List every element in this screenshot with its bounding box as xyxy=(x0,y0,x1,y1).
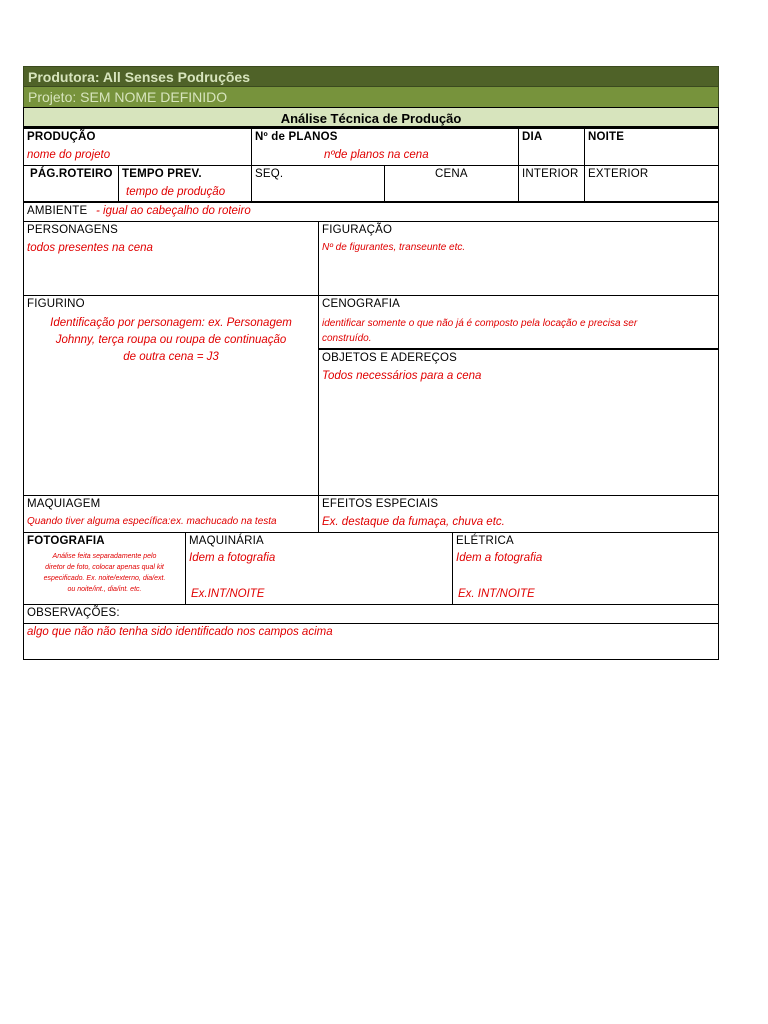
fotografia-value xyxy=(24,551,185,595)
pag-roteiro-label: PÁG.ROTEIRO xyxy=(30,168,113,180)
eletrica-cell[interactable] xyxy=(452,532,719,605)
fotografia-line-3: especificado. Ex. noite/externo, dia/ext. xyxy=(43,575,166,582)
maquiagem-label: MAQUIAGEM xyxy=(27,498,101,510)
efeitos-value: Ex. destaque da fumaça, chuva etc. xyxy=(322,516,505,528)
figurino-value xyxy=(24,315,318,366)
eletrica-value-2: Ex. INT/NOITE xyxy=(458,588,535,600)
planos-cell[interactable] xyxy=(251,128,519,166)
figuracao-label: FIGURAÇÃO xyxy=(322,224,393,236)
planos-value: nºde planos na cena xyxy=(324,149,429,161)
maquinaria-cell[interactable] xyxy=(185,532,453,605)
interior-cell[interactable] xyxy=(518,165,585,202)
producao-label: PRODUÇÃO xyxy=(27,131,96,143)
cenografia-line-1: identificar somente o que não já é composto pela locação e precisa ser xyxy=(322,318,638,329)
exterior-cell[interactable] xyxy=(584,165,719,202)
dia-label: DIA xyxy=(522,131,543,143)
pag-roteiro-cell[interactable] xyxy=(23,165,119,202)
interior-label: INTERIOR xyxy=(522,168,579,180)
cenografia-value xyxy=(322,316,637,346)
cenografia-cell[interactable] xyxy=(318,295,719,350)
producao-cell[interactable] xyxy=(23,128,252,166)
maquiagem-cell[interactable] xyxy=(23,495,319,533)
cenografia-line-2: construído. xyxy=(322,333,372,344)
maquiagem-value: Quando tiver alguma específica:ex. machucado na testa xyxy=(27,516,277,527)
produtora-header: Produtora: All Senses Podruções xyxy=(23,66,719,87)
tempo-label: TEMPO PREV. xyxy=(122,168,202,180)
ambiente-value: - igual ao cabeçalho do roteiro xyxy=(96,205,251,217)
fotografia-cell[interactable] xyxy=(23,532,186,605)
observacoes-value: algo que não não tenha sido identificado nos campos acima xyxy=(27,626,333,638)
figurino-line-3: de outra cena = J3 xyxy=(123,351,219,363)
observacoes-label-cell xyxy=(23,604,719,624)
figurino-line-2: Johnny, terça roupa ou roupa de continuação xyxy=(55,334,287,346)
planos-label: Nº de PLANOS xyxy=(255,131,338,143)
objetos-cell[interactable] xyxy=(318,349,719,496)
observacoes-cell[interactable] xyxy=(23,623,719,660)
seq-label: SEQ. xyxy=(255,168,284,180)
efeitos-label: EFEITOS ESPECIAIS xyxy=(322,498,439,510)
fotografia-line-1: Análise feita separadamente pelo xyxy=(52,553,157,560)
personagens-value: todos presentes na cena xyxy=(27,242,153,254)
efeitos-cell[interactable] xyxy=(318,495,719,533)
fotografia-line-2: diretor de foto, colocar apenas qual kit xyxy=(45,564,164,571)
eletrica-label: ELÉTRICA xyxy=(456,535,514,547)
personagens-label: PERSONAGENS xyxy=(27,224,119,236)
objetos-label: OBJETOS E ADEREÇOS xyxy=(322,352,458,364)
objetos-value: Todos necessários para a cena xyxy=(322,370,482,382)
producao-value: nome do projeto xyxy=(27,149,111,161)
figuracao-value: Nº de figurantes, transeunte etc. xyxy=(322,242,466,253)
cena-cell[interactable] xyxy=(384,165,519,202)
ambiente-cell[interactable] xyxy=(23,202,719,222)
tempo-value: tempo de produção xyxy=(126,186,226,198)
eletrica-value-1: Idem a fotografia xyxy=(456,552,543,564)
figuracao-cell[interactable] xyxy=(318,221,719,296)
figurino-label: FIGURINO xyxy=(27,298,85,310)
figurino-cell[interactable] xyxy=(23,295,319,496)
cena-label: CENA xyxy=(435,168,468,180)
form-title: Análise Técnica de Produção xyxy=(23,107,719,128)
maquinaria-value-1: Idem a fotografia xyxy=(189,552,276,564)
projeto-header: Projeto: SEM NOME DEFINIDO xyxy=(23,87,719,107)
fotografia-line-4: ou noite/int., dia/int. etc. xyxy=(67,586,142,593)
cenografia-label: CENOGRAFIA xyxy=(322,298,401,310)
noite-cell[interactable] xyxy=(584,128,719,166)
dia-cell[interactable] xyxy=(518,128,585,166)
tempo-cell[interactable] xyxy=(118,165,252,202)
maquinaria-value-2: Ex.INT/NOITE xyxy=(191,588,265,600)
exterior-label: EXTERIOR xyxy=(588,168,649,180)
observacoes-label: OBSERVAÇÕES: xyxy=(27,607,120,619)
personagens-cell[interactable] xyxy=(23,221,319,296)
maquinaria-label: MAQUINÁRIA xyxy=(189,535,264,547)
figurino-line-1: Identificação por personagem: ex. Personagem xyxy=(50,317,292,329)
ambiente-label: AMBIENTE xyxy=(27,205,88,217)
noite-label: NOITE xyxy=(588,131,625,143)
seq-cell[interactable] xyxy=(251,165,385,202)
fotografia-label: FOTOGRAFIA xyxy=(27,535,105,547)
